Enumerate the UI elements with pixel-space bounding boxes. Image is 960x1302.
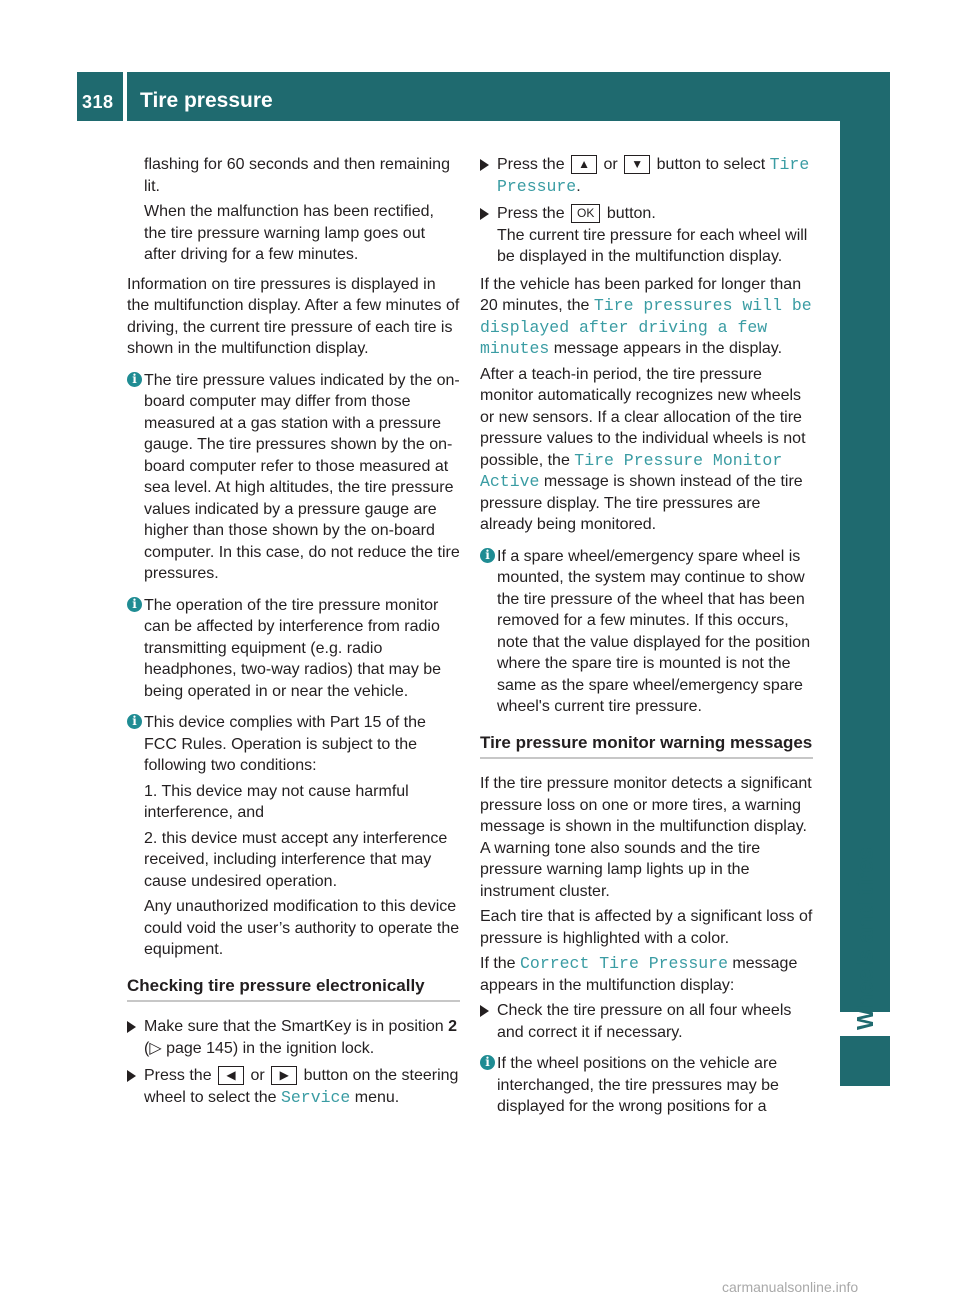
paragraph (480, 364, 813, 536)
paragraph (480, 953, 813, 996)
intro-text: When the malfunction has been rectified, the tire pressure warning lamp goes out after driving for a few minutes. (144, 203, 434, 263)
step-text: (▷ page 145) in the ignition lock. (144, 1039, 375, 1057)
paragraph-text: If the vehicle has been parked for longer than 20 minutes, the (480, 275, 802, 314)
note (480, 1053, 813, 1118)
info-icon: i (480, 1055, 495, 1070)
display-message: Tire pressures will be displayed after driving a few minutes (480, 296, 812, 358)
left-arrow-key: ◀ (218, 1066, 244, 1085)
side-tab-text: Wheels and tires (852, 847, 878, 1030)
condition: 2. this device must accept any interference received, including interference that may cause undesired operation. (144, 829, 448, 890)
ok-key: OK (571, 204, 600, 223)
info-icon: i (127, 372, 142, 387)
info-paragraph: Information on tire pressures is displayed in the multifunction display. After a few minutes of driving, the current tire pressure of each tire is shown in the multifunction display. (127, 275, 460, 357)
paragraph-text: message appears in the display. (553, 340, 783, 357)
section-heading: Tire pressure monitor warning messages (480, 732, 813, 760)
paragraph-text: message appears in the multifunction display: (480, 955, 798, 994)
note (127, 370, 460, 585)
paragraph: If the tire pressure monitor detects a significant pressure loss on one or more tires, a warning message is shown in the multifunction display. A warning tone also sounds and the tire pressure warning lamp lights up in the instrument cluster. (480, 775, 812, 900)
note-text: The tire pressure values indicated by the on-board computer may differ from those measured at a gas station with a pressure gauge. The tire pressures shown by the on-board computer refer to those measured at sea level. At high altitudes, the tire pressure values indicated by a pressure gauge are higher than those shown by the on-board computer. In this case, do not reduce the tire pressures. (144, 371, 460, 582)
note-text: The operation of the tire pressure monitor can be affected by interference from radio transmitting equipment (e.g. radio headphones, two-way radios) that may be being operated in or near the vehicle. (144, 596, 442, 700)
side-tab-marker (840, 1036, 890, 1086)
left-column (127, 154, 460, 1114)
note-text: If a spare wheel/emergency spare wheel is mounted, the system may continue to show the tire pressure of the wheel that has been removed for a few minutes. If this occurs, note that the value displayed for the position where the spare tire is mounted is not the same as the spare wheel/emergency spare wheel's current tire pressure. (497, 547, 811, 715)
arrow-icon (127, 1070, 136, 1082)
note (127, 712, 460, 777)
watermark[interactable]: carmanualsonline.info (722, 1279, 859, 1295)
position-number: 2 (448, 1018, 458, 1035)
step-description: The current tire pressure for each wheel will be displayed in the multifunction display. (497, 226, 808, 265)
paragraph-text: message is shown instead of the tire pressure display. The tire pressures are already being monitored. (480, 473, 803, 533)
display-message: Service (280, 1087, 351, 1107)
note-text: If the wheel positions on the vehicle are interchanged, the tire pressures may be displayed for the wrong positions for a (497, 1055, 779, 1115)
condition: Any unauthorized modification to this device could void the user’s authority to operate the equipment. (144, 898, 460, 958)
paragraph (480, 274, 813, 360)
note (127, 595, 460, 703)
step-text: Check the tire pressure on all four wheels and correct it if necessary. (497, 1002, 792, 1041)
note-text: This device complies with Part 15 of the FCC Rules. Operation is subject to the following two conditions: (144, 714, 426, 774)
info-icon: i (127, 597, 142, 612)
step-text: Press the (497, 205, 565, 222)
step-text: button on the steering wheel to select the (144, 1067, 459, 1106)
display-message: Tire Pressure (497, 155, 810, 196)
paragraph-text: If the (480, 955, 516, 972)
step (480, 1000, 813, 1043)
condition: 1. This device may not cause harmful interference, and (144, 782, 409, 821)
step-text: Press the (497, 156, 565, 173)
display-message: Correct Tire Pressure (520, 954, 728, 973)
step-text: Press the (144, 1067, 212, 1084)
arrow-icon (480, 1005, 489, 1017)
info-icon: i (480, 548, 495, 563)
step (127, 1065, 460, 1108)
page-title: Tire pressure (140, 89, 273, 112)
step-text: or (603, 156, 618, 173)
paragraph-text: After a teach-in period, the tire pressure monitor automatically recognizes new wheels or new sensors. If a clear allocation of the tire pressure values to the individual wheels is not possible, the (480, 365, 806, 469)
step (480, 154, 813, 197)
arrow-icon (127, 1021, 136, 1033)
step-text: button. (606, 205, 656, 222)
display-message: Tire Pressure Monitor Active (480, 450, 783, 491)
page-number: 318 (82, 92, 114, 112)
section-heading: Checking tire pressure electronically (127, 975, 460, 1003)
header-divider (123, 72, 127, 121)
info-icon: i (127, 714, 142, 729)
right-arrow-key: ▶ (271, 1066, 297, 1085)
intro-text: flashing for 60 seconds and then remaining lit. (144, 156, 450, 195)
down-arrow-key: ▼ (624, 155, 650, 174)
step (480, 203, 813, 268)
step-text: or (250, 1067, 265, 1084)
arrow-icon (480, 159, 489, 171)
note (480, 546, 813, 718)
paragraph: Each tire that is affected by a significant loss of pressure is highlighted with a color. (480, 908, 813, 947)
step (127, 1016, 460, 1059)
step-text: menu. (354, 1088, 400, 1106)
step-text: button to select (656, 156, 766, 173)
step-text: Make sure that the SmartKey is in position (144, 1018, 449, 1035)
right-column (480, 154, 813, 1128)
step-text: . (576, 177, 581, 195)
arrow-icon (480, 208, 489, 220)
up-arrow-key: ▲ (571, 155, 597, 174)
